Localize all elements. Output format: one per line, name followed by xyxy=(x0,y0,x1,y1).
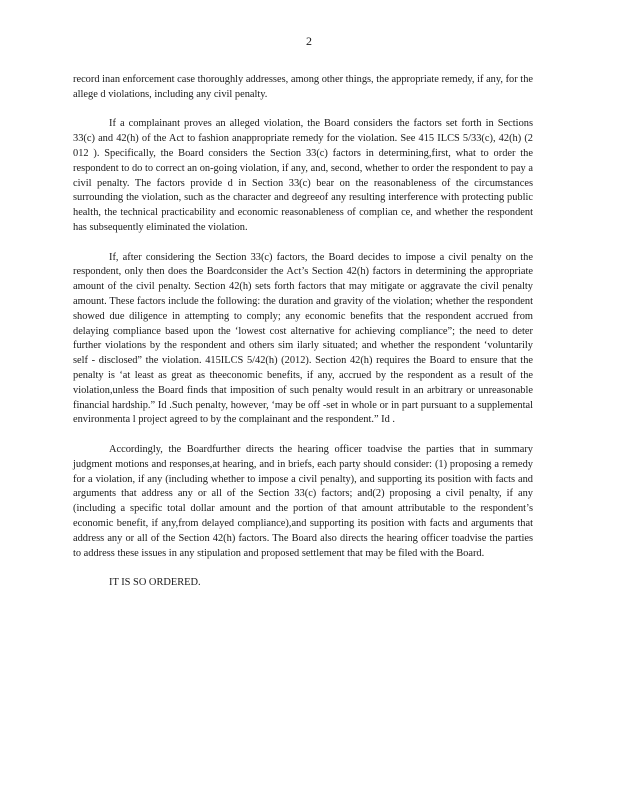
paragraph-civil-penalty: If, after considering the Section 33(c) factors, the Board decides to impose a civil penalty on the respondent, only then does the Boardconsider the Act’s Section 42(h) factors in determining the appropriate amount of the civil penalty. Section 42(h) sets forth factors that may mitigate or aggravate the civil penalty amount. These factors include the following: the duration and gravity of the violation; whether the respondent showed due diligence in attempting to comply; any economic benefits that the respondent accrued from delaying compliance based upon the ‘lowest cost alternative for achieving compliance”; the need to deter further violations by the respondent and others sim ilarly situated; and whether the respondent ‘voluntarily self - disclosed” the violation. 415ILCS 5/42(h) (2012). Section 42(h) requires the Board to ensure that the penalty is ‘at least as great as theeconomic benefits, if any, accrued by the respondent as a result of the violation,unless the Board finds that imposition of such penalty would result in an arbitrary or unreasonable financial hardship.” Id .Such penalty, however, ‘may be off -set in whole or in part pursuant to a supplemental environmenta l project agreed to by the complainant and the respondent.” Id . xyxy=(73,251,533,426)
paragraph-hearing-officer-directions: Accordingly, the Boardfurther directs the hearing officer toadvise the parties that in summary judgment motions and responses,at hearing, and in briefs, each party should consider: (1) proposing a remedy for a violation, if any (including whether to impose a civil penalty), and supporting its position with facts and arguments that address any or all of the Section 33(c) factors; and(2) proposing a civil penalty, if any (including a specific total dollar amount and the portion of that amount attributable to the respondent’s economic benefit, if any,from delayed compliance),and supporting its position with facts and arguments that address any or all of the Section 42(h) factors. The Board also directs the hearing officer toadvise the parties to address these issues in any stipulation and proposed settlement that may be filed with the Board. xyxy=(73,443,533,559)
closing-order: IT IS SO ORDERED. xyxy=(109,577,201,589)
page-number: 2 xyxy=(306,34,312,48)
document-body xyxy=(73,73,533,606)
paragraph-remedy-factors: If a complainant proves an alleged violation, the Board considers the factors set forth in Sections 33(c) and 42(h) of the Act to fashion anappropriate remedy for the violation. See 415 ILCS 5/33(c), 42(h) (2 012 ). Specifically, the Board considers the Section 33(c) factors in determining,first, what to order the respondent to do to correct an on-going violation, if any, and, second, whether to order the respondent to pay a civil penalty. The factors provide d in Section 33(c) bear on the reasonableness of the circumstances surrounding the violation, such as the character and degreeof any resulting interference with protecting public health, the technical practicability and economic reasonableness of complian ce, and whether the respondent has subsequently eliminated the violation. xyxy=(73,118,533,233)
paragraph-continuation: record inan enforcement case thoroughly addresses, among other things, the appropriate remedy, if any, for the allege d violations, including any civil penalty. xyxy=(73,74,534,100)
